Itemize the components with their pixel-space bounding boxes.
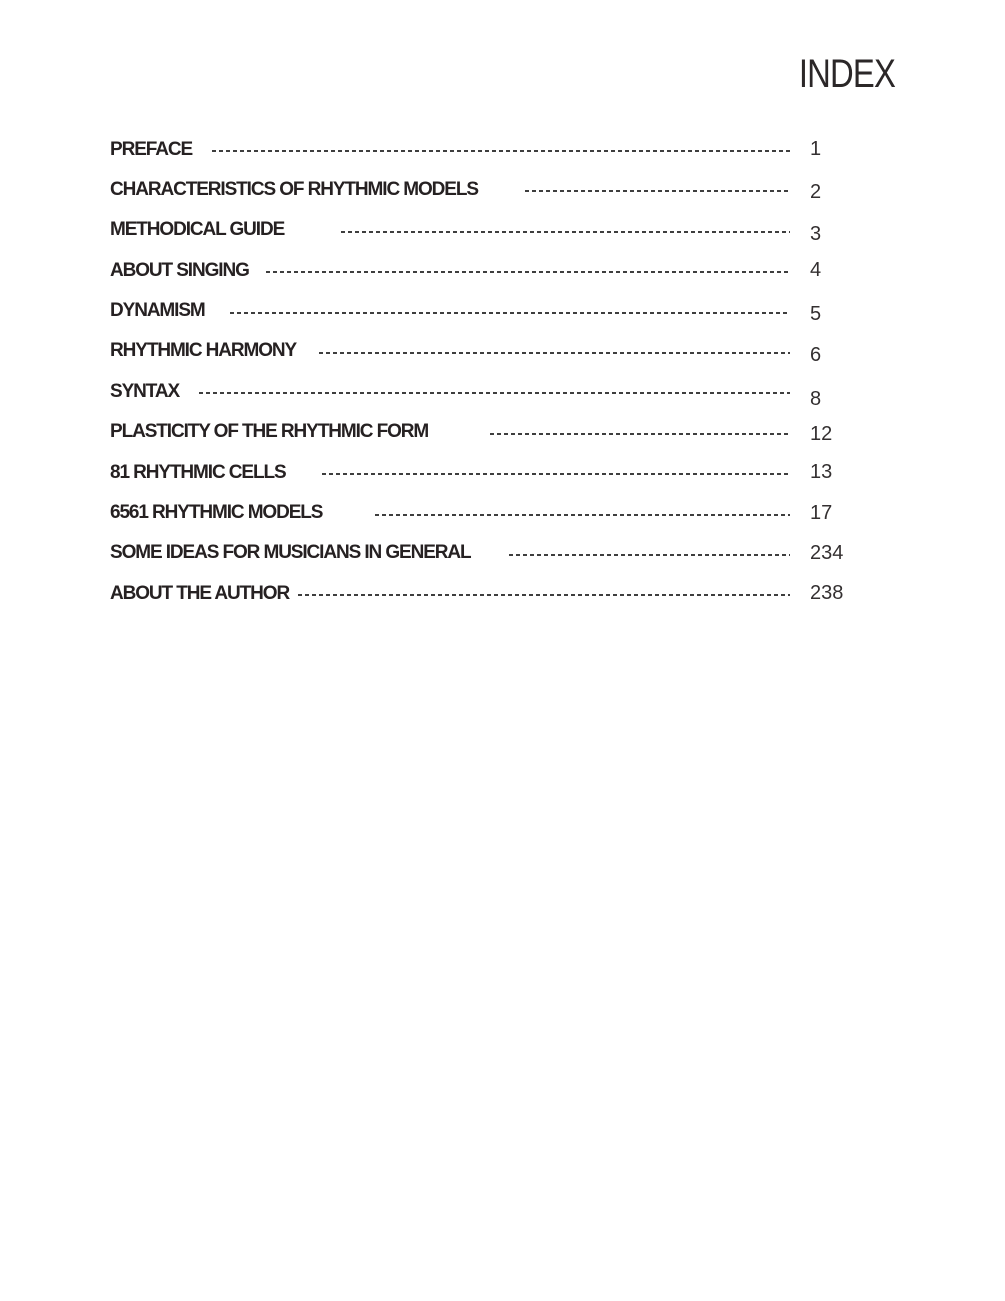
toc-entry: [110, 300, 895, 325]
toc-entry-label: ABOUT THE AUTHOR: [110, 582, 290, 604]
toc-entry: [110, 380, 895, 411]
toc-entry-label: SYNTAX: [110, 380, 180, 402]
toc-page-number: 8: [810, 388, 822, 411]
toc-entry: [110, 583, 895, 604]
toc-entry: [110, 178, 895, 204]
toc-page-number: 17: [810, 501, 833, 524]
toc-page-number: 5: [810, 302, 822, 325]
toc-entry-label: DYNAMISM: [110, 300, 205, 322]
toc-page-number: 2: [810, 181, 822, 204]
toc-entry-label: METHODICAL GUIDE: [110, 219, 285, 241]
dotted-leader: [298, 594, 790, 596]
dotted-leader: [490, 433, 790, 435]
toc-entry: [110, 462, 895, 483]
toc-entry: [110, 543, 895, 564]
toc-entry-label: PLASTICITY OF THE RHYTHMIC FORM: [110, 421, 429, 443]
toc-page-number: 4: [810, 259, 822, 282]
toc-entry-label: CHARACTERISTICS OF RHYTHMIC MODELS: [110, 178, 478, 200]
dotted-leader: [525, 190, 790, 192]
dotted-leader: [266, 271, 790, 273]
dotted-leader: [322, 473, 790, 475]
toc-entry-label: SOME IDEAS FOR MUSICIANS IN GENERAL: [110, 542, 471, 564]
toc-entry: [110, 139, 895, 160]
toc-page-number: 6: [810, 343, 822, 366]
dotted-leader: [375, 514, 790, 516]
dotted-leader: [199, 392, 790, 394]
toc-entry: [110, 340, 895, 366]
toc-page-number: 234: [810, 541, 844, 564]
toc-entry: [110, 422, 895, 443]
toc-page-number: 3: [810, 222, 822, 245]
dotted-leader: [230, 312, 790, 314]
toc-page-number: 13: [810, 461, 833, 484]
toc-entry: [110, 219, 895, 245]
toc-entry-label: 81 RHYTHMIC CELLS: [110, 461, 286, 483]
dotted-leader: [341, 231, 790, 233]
toc-entry-label: RHYTHMIC HARMONY: [110, 340, 297, 362]
toc-page-number: 238: [810, 582, 844, 605]
toc-page-number: 12: [810, 422, 833, 445]
toc-list: [110, 139, 895, 604]
dotted-leader: [212, 150, 790, 152]
page-title: INDEX: [798, 52, 895, 96]
toc-entry-label: 6561 RHYTHMIC MODELS: [110, 502, 323, 524]
dotted-leader: [509, 554, 790, 556]
toc-page-number: 1: [810, 138, 822, 160]
toc-entry-label: ABOUT SINGING: [110, 259, 249, 281]
toc-entry: [110, 260, 895, 281]
dotted-leader: [319, 352, 790, 354]
toc-entry-label: PREFACE: [110, 138, 193, 160]
toc-entry: [110, 503, 895, 524]
